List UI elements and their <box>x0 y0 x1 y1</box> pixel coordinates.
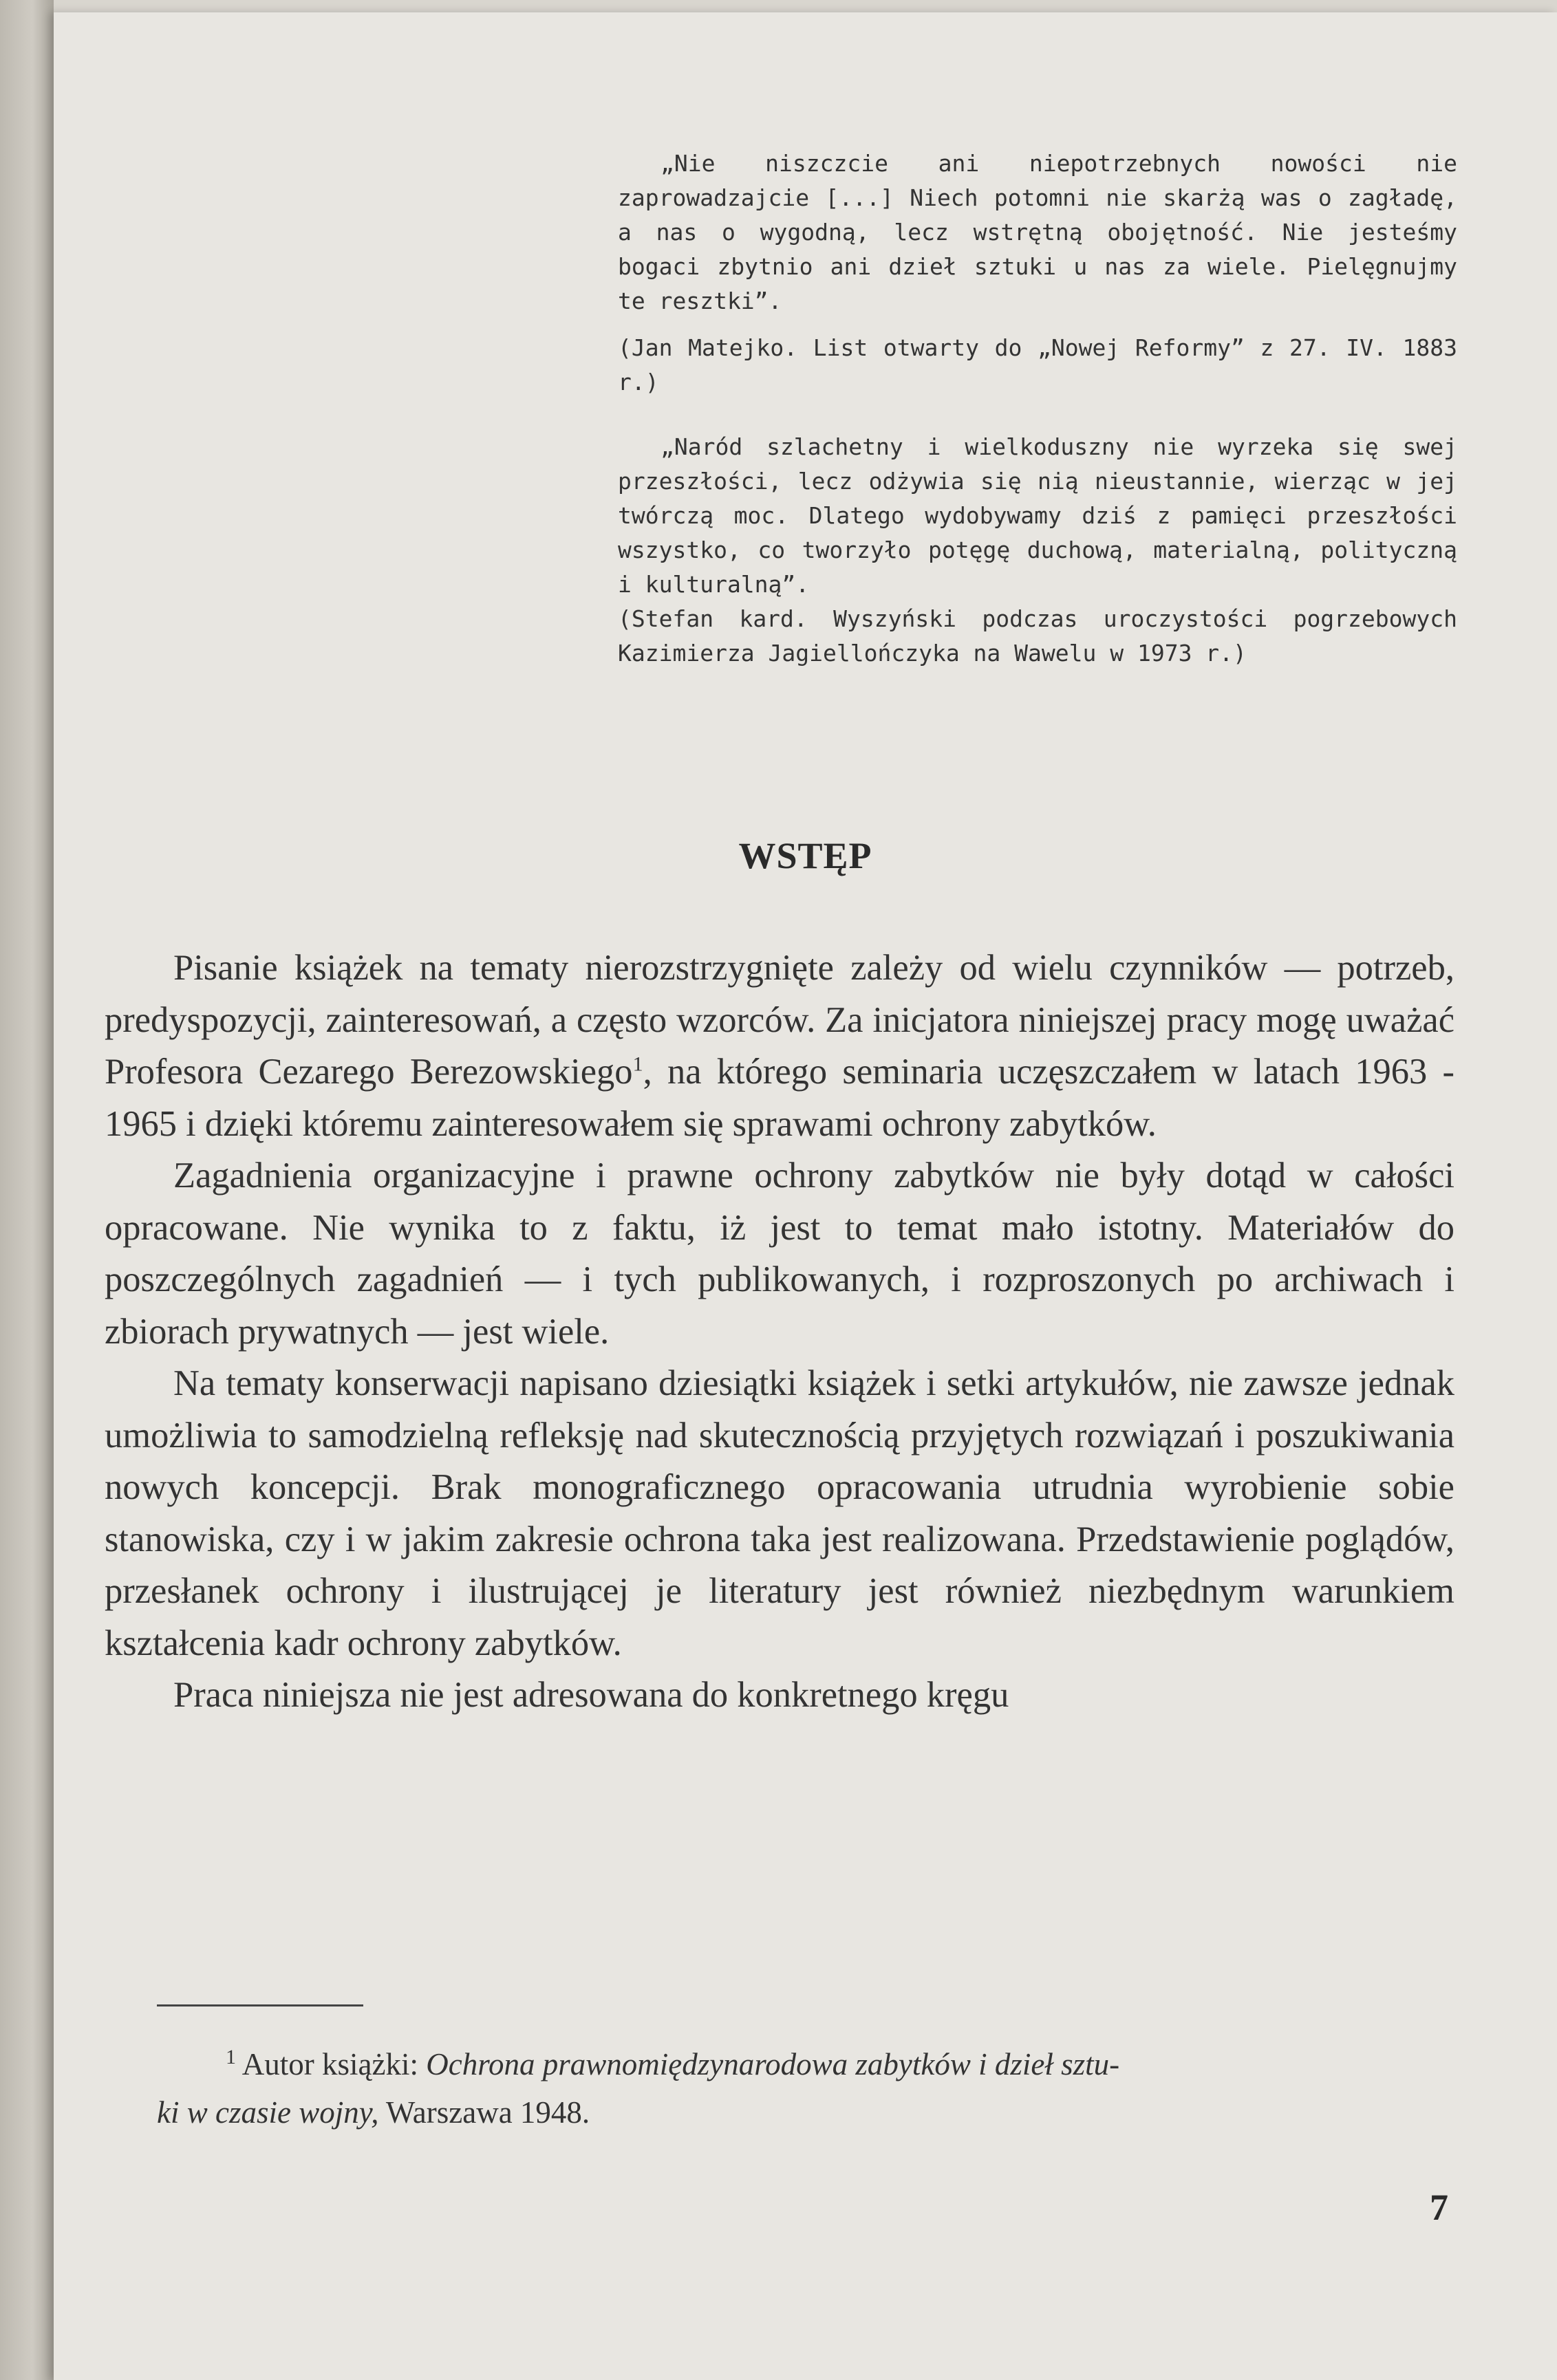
adjacent-page-edge <box>0 0 54 2380</box>
chapter-title: WSTĘP <box>738 835 872 876</box>
paragraph: Zagadnienia organizacyjne i prawne ochrony zabytków nie były dotąd w całości opracowane. Nie wynika to z faktu, iż jest to temat mało istotny. Materiałów do poszczególnych zagadnień — i tych publikowanych, i rozproszonych po archiwach i zbiorach prywatnych — jest wiele. <box>105 1156 1454 1352</box>
footnote-marker: 1 <box>226 2046 236 2068</box>
epigraph-source: (Jan Matejko. List otwarty do „Nowej Reformy” z 27. IV. 1883 r.) <box>618 334 1457 396</box>
epigraph-quote: „Nie niszczcie ani niepotrzebnych nowości nie zaprowadzajcie [...] Niech potomni nie skarżą was o zagładę, a nas o wygodną, lecz wstrętną obojętność. Nie jesteśmy bogaci zbytnio ani dzieł sztuki u nas za wiele. Pielęgnujmy te resztki”. <box>618 150 1457 314</box>
epigraphs <box>618 147 1457 671</box>
cited-title: Ochrona prawnomiędzynarodowa zabytków i dzieł sztu- <box>426 2047 1120 2081</box>
footnote-reference[interactable]: 1 <box>632 1052 643 1076</box>
paragraph: Praca niniejsza nie jest adresowana do konkretnego kręgu <box>173 1675 1009 1715</box>
paragraph: Na tematy konserwacji napisano dziesiątki książek i setki artykułów, nie zawsze jednak umożliwia to samodzielną refleksję nad skutecznością przyjętych rozwiązań i poszukiwania nowych koncepcji. Brak monograficznego opracowania utrudnia wyrobienie sobie stanowiska, czy i w jakim zakresie ochrona taka jest realizowana. Przedstawienie poglądów, przesłanek ochrony i ilustrującej je literatury jest również niezbędnym warunkiem kształcenia kadr ochrony zabytków. <box>105 1363 1454 1663</box>
book-page <box>54 12 1557 2380</box>
cited-title: ki w czasie wojny, <box>157 2095 379 2130</box>
body-text <box>105 942 1454 1722</box>
footnote-separator <box>157 2004 363 2006</box>
footnote-line: ki w czasie wojny, Warszawa 1948. <box>157 2095 590 2130</box>
page-number: 7 <box>1430 2187 1448 2228</box>
epigraph-source: (Stefan kard. Wyszyński podczas uroczystości pogrzebowych Kazimierza Jagiellończyka na Wawelu w 1973 r.) <box>618 605 1457 667</box>
footnote <box>157 2040 1454 2136</box>
paragraph: Pisanie książek na tematy nierozstrzygnięte zależy od wielu czynników — potrzeb, predyspozycji, zainteresowań, a często wzorców. Za inicjatora niniejszej pracy mogę uważać Profesora Cezarego Berezowskiego$^1$, na którego seminaria uczęszczałem w latach 1963 - 1965 i dzięki któremu zainteresowałem się sprawami ochrony zabytków. <box>105 948 1455 1144</box>
footnote-line: $^1$ Autor książki: Ochrona prawnomiędzynarodowa zabytków i dzieł sztu- <box>226 2046 1120 2081</box>
epigraph-quote: „Naród szlachetny i wielkoduszny nie wyrzeka się swej przeszłości, lecz odżywia się nią nieustannie, wierząc w jej twórczą moc. Dlatego wydobywamy dziś z pamięci przeszłości wszystko, co tworzyło potęgę duchową, materialną, polityczną i kulturalną”. <box>618 433 1457 598</box>
